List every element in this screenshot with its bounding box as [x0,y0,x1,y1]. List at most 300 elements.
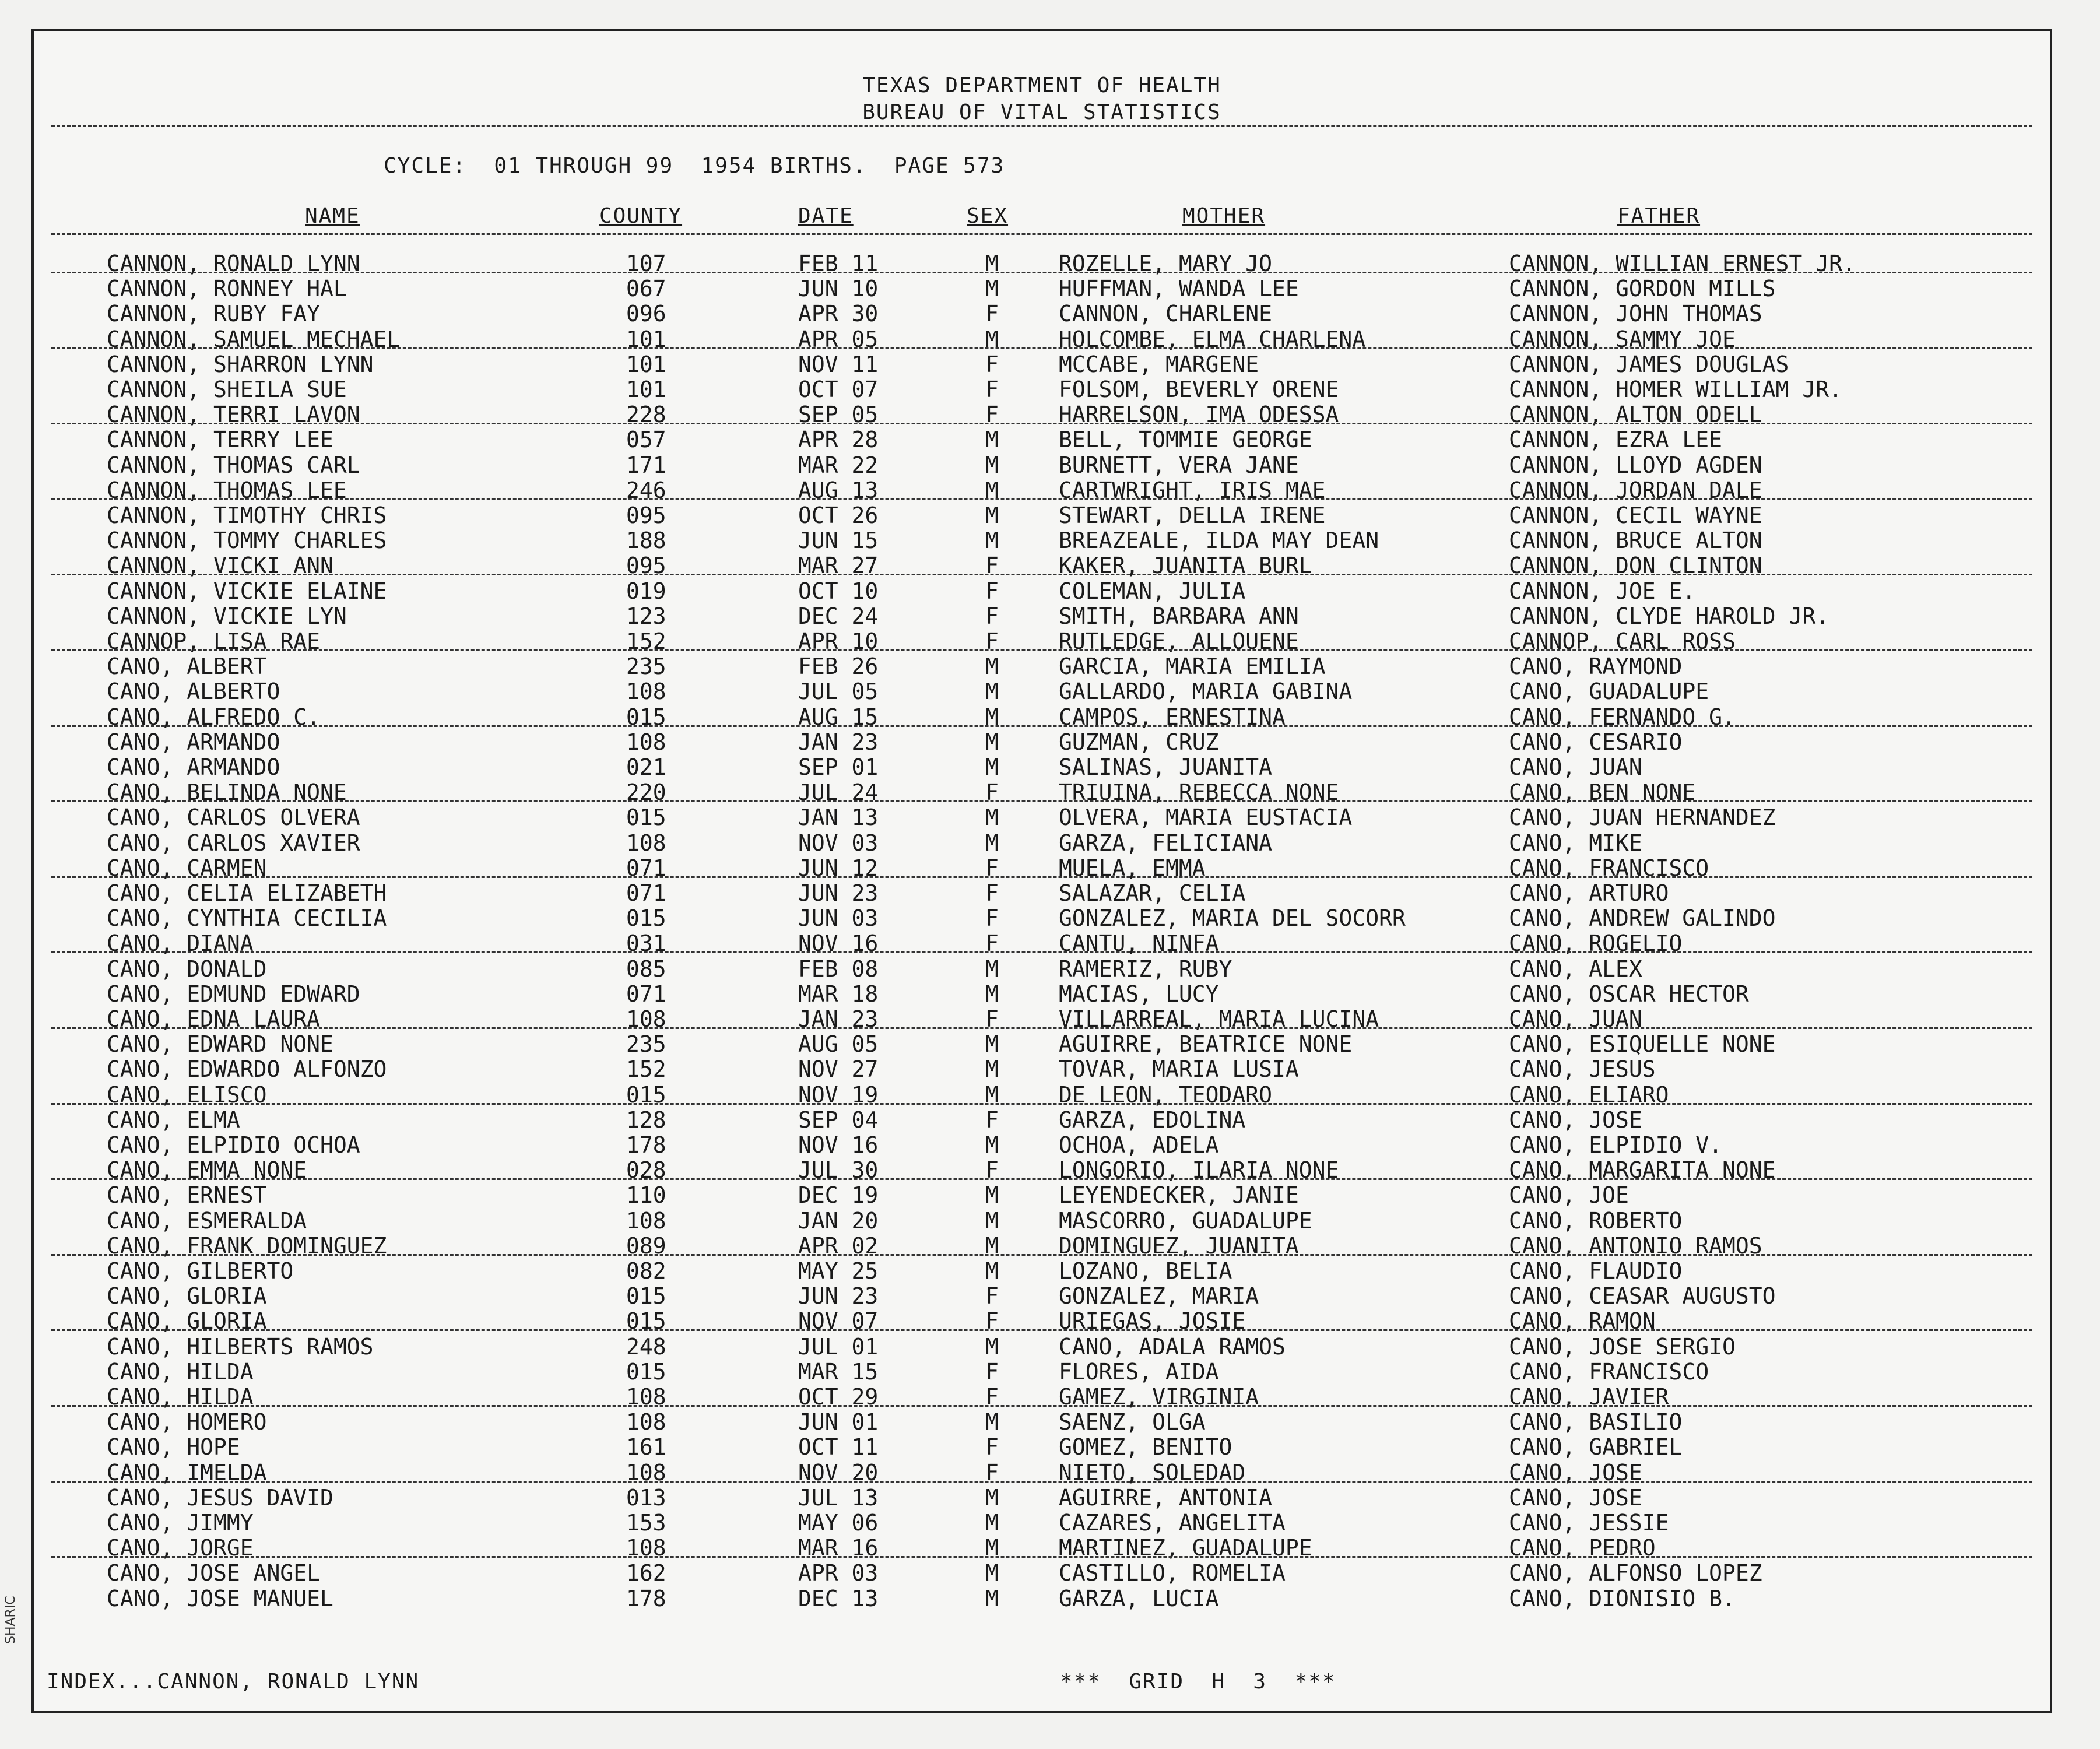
record-name: CANNON, THOMAS CARL [107,452,360,478]
record-sex: M [985,754,999,780]
record-sex: F [985,855,999,881]
record-sex: M [985,1207,999,1234]
record-name: CANO, JOSE ANGEL [107,1560,321,1586]
record-name: CANO, BELINDA NONE [107,779,347,806]
record-mother: SMITH, BARBARA ANN [1059,603,1299,629]
record-name: CANO, FRANK DOMINGUEZ [107,1232,387,1259]
record-name: CANO, IMELDA [107,1459,267,1485]
record-father: CANNON, JORDAN DALE [1509,477,1762,503]
record-name: CANO, ELPIDIO OCHOA [107,1132,360,1158]
record-name: CANO, HILDA [107,1384,254,1410]
record-mother: LEYENDECKER, JANIE [1059,1182,1299,1209]
record-sex: M [985,1560,999,1586]
table-row [34,301,2050,326]
record-date: JUN 12 [798,855,879,881]
record-mother: HOLCOMBE, ELMA CHARLENA [1059,326,1366,352]
record-county: 153 [626,1510,666,1536]
record-date: DEC 13 [798,1585,879,1611]
record-father: CANO, ANDREW GALINDO [1509,905,1776,932]
record-county: 021 [626,754,666,780]
table-row [34,603,2050,628]
record-father: CANO, CESARIO [1509,729,1683,755]
record-date: NOV 27 [798,1056,879,1083]
record-sex: F [985,603,999,629]
record-sex: M [985,1535,999,1561]
record-county: 096 [626,301,666,327]
record-date: NOV 19 [798,1081,879,1108]
record-county: 095 [626,503,666,528]
record-county: 015 [626,1081,666,1108]
table-row [34,528,2050,553]
record-mother: CANNON, CHARLENE [1059,301,1273,327]
record-sex: F [985,1107,999,1133]
record-sex: M [985,276,999,302]
row-divider-line [51,1329,2032,1331]
record-father: CANO, JESUS [1509,1056,1656,1083]
record-name: CANNON, VICKIE ELAINE [107,578,387,604]
record-father: CANO, ESIQUELLE NONE [1509,1031,1776,1058]
record-date: OCT 26 [798,503,879,528]
record-sex: F [985,1384,999,1410]
agency-title: TEXAS DEPARTMENT OF HEALTH [862,73,1221,97]
record-mother: SAENZ, OLGA [1059,1409,1206,1435]
header-divider-line [51,233,2032,235]
record-father: CANNON, JOE E. [1509,578,1696,604]
side-stamp: SHARIC [3,1596,18,1644]
record-mother: MCCABE, MARGENE [1059,351,1259,377]
table-row [34,1182,2050,1207]
record-name: CANNON, SAMUEL MECHAEL [107,326,401,352]
column-header-date: DATE [798,204,854,228]
table-row [34,503,2050,528]
table-row [34,1510,2050,1535]
record-mother: MACIAS, LUCY [1059,981,1219,1007]
record-date: MAR 22 [798,452,879,478]
record-sex: M [985,704,999,730]
record-date: NOV 03 [798,830,879,856]
record-name: CANO, JESUS DAVID [107,1484,333,1511]
record-mother: GALLARDO, MARIA GABINA [1059,679,1353,705]
record-father: CANO, BASILIO [1509,1409,1683,1435]
record-county: 188 [626,528,666,554]
record-date: FEB 08 [798,956,879,982]
row-divider-line [51,1556,2032,1558]
record-father: CANNON, LLOYD AGDEN [1509,452,1762,478]
record-date: DEC 24 [798,603,879,629]
record-date: JUL 24 [798,779,879,806]
record-sex: M [985,805,999,831]
record-date: JAN 20 [798,1207,879,1234]
record-father: CANO, JUAN [1509,1006,1642,1032]
record-mother: LOZANO, BELIA [1059,1258,1232,1284]
table-row [34,754,2050,779]
record-name: CANNON, VICKI ANN [107,553,333,579]
row-divider-line [51,272,2032,273]
record-sex: F [985,1283,999,1309]
row-divider-line [51,574,2032,575]
record-name: CANO, ALFREDO C. [107,704,321,730]
table-row [34,905,2050,930]
record-sex: M [985,1232,999,1259]
record-name: CANNON, TERRY LEE [107,427,333,453]
record-name: CANO, ALBERT [107,654,267,680]
record-date: APR 28 [798,427,879,453]
table-row [34,830,2050,855]
grid-label: *** GRID H 3 *** [1060,1670,1336,1694]
record-father: CANO, FRANCISCO [1509,1358,1709,1385]
table-row [34,1359,2050,1384]
record-father: CANNON, WILLIAN ERNEST JR. [1509,251,1856,276]
table-row [34,1334,2050,1359]
record-county: 101 [626,326,666,352]
record-mother: BURNETT, VERA JANE [1059,452,1299,478]
record-date: AUG 15 [798,704,879,730]
record-date: MAR 27 [798,553,879,579]
record-county: 235 [626,1031,666,1058]
record-mother: AGUIRRE, BEATRICE NONE [1059,1031,1353,1058]
record-date: MAR 16 [798,1535,879,1561]
record-father: CANO, JESSIE [1509,1510,1669,1536]
record-sex: M [985,1409,999,1435]
record-county: 228 [626,402,666,428]
record-date: AUG 13 [798,477,879,503]
record-father: CANO, FRANCISCO [1509,855,1709,881]
record-county: 101 [626,351,666,377]
record-date: JAN 13 [798,805,879,831]
row-divider-line [51,876,2032,878]
record-father: CANO, ARTURO [1509,880,1669,906]
record-mother: AGUIRRE, ANTONIA [1059,1484,1273,1511]
record-father: CANO, JOE [1509,1182,1629,1209]
record-father: CANO, ELPIDIO V. [1509,1132,1723,1158]
row-divider-line [51,1178,2032,1180]
table-row [34,427,2050,452]
document-page [31,29,2052,1713]
record-name: CANO, GLORIA [107,1283,267,1309]
record-county: 128 [626,1107,666,1133]
record-name: CANO, ERNEST [107,1182,267,1209]
record-date: FEB 11 [798,251,879,276]
record-county: 107 [626,251,666,276]
record-county: 101 [626,377,666,402]
record-date: NOV 16 [798,1132,879,1158]
record-mother: CANTU, NINFA [1059,930,1219,957]
table-row [34,805,2050,830]
record-date: SEP 04 [798,1107,879,1133]
record-mother: FOLSOM, BEVERLY ORENE [1059,377,1339,402]
record-father: CANO, CEASAR AUGUSTO [1509,1283,1776,1309]
record-father: CANO, ANTONIO RAMOS [1509,1232,1762,1259]
record-date: JUL 01 [798,1333,879,1360]
record-date: NOV 07 [798,1308,879,1334]
table-row [34,1107,2050,1132]
record-county: 248 [626,1333,666,1360]
record-county: 108 [626,729,666,755]
record-father: CANNON, DON CLINTON [1509,553,1762,579]
record-father: CANO, JOSE [1509,1484,1642,1511]
record-mother: COLEMAN, JULIA [1059,578,1246,604]
record-father: CANO, GUADALUPE [1509,679,1709,705]
record-name: CANO, ARMANDO [107,754,280,780]
record-father: CANO, PEDRO [1509,1535,1656,1561]
table-row [34,956,2050,981]
record-father: CANO, JOSE [1509,1459,1642,1485]
table-row [34,1560,2050,1585]
record-county: 057 [626,427,666,453]
record-name: CANO, JIMMY [107,1510,254,1536]
table-row [34,452,2050,477]
record-mother: CARTWRIGHT, IRIS MAE [1059,477,1326,503]
record-county: 015 [626,1283,666,1309]
record-county: 152 [626,1056,666,1083]
record-county: 152 [626,628,666,654]
record-mother: OLVERA, MARIA EUSTACIA [1059,805,1353,831]
record-sex: M [985,1132,999,1158]
record-father: CANO, BEN NONE [1509,779,1696,806]
record-date: NOV 16 [798,930,879,957]
record-sex: M [985,1258,999,1284]
record-father: CANO, JOSE [1509,1107,1642,1133]
record-name: CANNON, RONNEY HAL [107,276,347,302]
record-sex: M [985,528,999,554]
record-date: AUG 05 [798,1031,879,1058]
record-sex: F [985,1358,999,1385]
record-father: CANO, ROBERTO [1509,1207,1683,1234]
row-divider-line [51,1405,2032,1407]
record-date: OCT 11 [798,1434,879,1460]
index-label: INDEX...CANNON, RONALD LYNN [47,1670,420,1694]
record-mother: SALAZAR, CELIA [1059,880,1246,906]
record-name: CANO, GLORIA [107,1308,267,1334]
record-date: OCT 07 [798,377,879,402]
record-date: MAY 06 [798,1510,879,1536]
record-mother: FLORES, AIDA [1059,1358,1219,1385]
record-date: SEP 05 [798,402,879,428]
record-father: CANO, ALEX [1509,956,1642,982]
record-sex: F [985,402,999,428]
record-date: JUL 13 [798,1484,879,1511]
divider-line [51,125,2032,127]
record-mother: GARCIA, MARIA EMILIA [1059,654,1326,680]
record-county: 178 [626,1585,666,1611]
record-mother: MARTINEZ, GUADALUPE [1059,1535,1312,1561]
record-sex: M [985,1585,999,1611]
record-name: CANO, CELIA ELIZABETH [107,880,387,906]
record-county: 246 [626,477,666,503]
table-row [34,578,2050,603]
record-sex: F [985,1308,999,1334]
row-divider-line [51,1481,2032,1483]
record-county: 108 [626,679,666,705]
column-header-mother: MOTHER [1182,204,1266,228]
table-row [34,1586,2050,1611]
record-county: 108 [626,1006,666,1032]
record-date: JUN 23 [798,880,879,906]
record-county: 015 [626,905,666,932]
record-mother: SALINAS, JUANITA [1059,754,1273,780]
record-date: APR 10 [798,628,879,654]
record-name: CANNON, TERRI LAVON [107,402,360,428]
record-county: 015 [626,805,666,831]
record-date: JUN 03 [798,905,879,932]
record-date: MAR 15 [798,1358,879,1385]
record-county: 110 [626,1182,666,1209]
record-mother: DE LEON, TEODARO [1059,1081,1273,1108]
record-mother: GARZA, LUCIA [1059,1585,1219,1611]
record-name: CANNON, SHEILA SUE [107,377,347,402]
record-name: CANO, EDNA LAURA [107,1006,321,1032]
cycle-info: CYCLE: 01 THROUGH 99 1954 BIRTHS. PAGE 573 [384,154,1005,178]
row-divider-line [51,951,2032,953]
record-father: CANO, ROGELIO [1509,930,1683,957]
record-father: CANO, DIONISIO B. [1509,1585,1736,1611]
record-mother: BELL, TOMMIE GEORGE [1059,427,1312,453]
row-divider-line [51,725,2032,727]
record-name: CANO, HILDA [107,1358,254,1385]
record-county: 082 [626,1258,666,1284]
row-divider-line [51,498,2032,500]
record-sex: F [985,351,999,377]
record-sex: F [985,1157,999,1183]
record-sex: M [985,830,999,856]
record-date: OCT 29 [798,1384,879,1410]
record-date: APR 05 [798,326,879,352]
record-date: APR 03 [798,1560,879,1586]
record-sex: M [985,956,999,982]
record-mother: RUTLEDGE, ALLOUENE [1059,628,1299,654]
record-sex: F [985,930,999,957]
record-sex: M [985,1081,999,1108]
record-sex: M [985,654,999,680]
record-date: NOV 20 [798,1459,879,1485]
record-county: 108 [626,1384,666,1410]
record-name: CANO, ALBERTO [107,679,280,705]
record-date: JUN 15 [798,528,879,554]
record-county: 089 [626,1232,666,1259]
row-divider-line [51,1103,2032,1105]
record-sex: M [985,477,999,503]
record-sex: M [985,1056,999,1083]
table-row [34,1132,2050,1157]
record-name: CANNOP, LISA RAE [107,628,321,654]
column-header-county: COUNTY [599,204,683,228]
record-mother: TOVAR, MARIA LUSIA [1059,1056,1299,1083]
table-row [34,1031,2050,1056]
table-row [34,1208,2050,1233]
table-row [34,1283,2050,1308]
record-mother: GARZA, EDOLINA [1059,1107,1246,1133]
record-sex: F [985,880,999,906]
record-county: 108 [626,1409,666,1435]
record-sex: M [985,1510,999,1536]
record-date: MAY 25 [798,1258,879,1284]
record-county: 178 [626,1132,666,1158]
record-father: CANO, RAYMOND [1509,654,1683,680]
record-sex: F [985,301,999,327]
record-father: CANNON, GORDON MILLS [1509,276,1776,302]
record-name: CANO, EDWARD NONE [107,1031,333,1058]
table-row [34,1409,2050,1434]
record-name: CANO, DIANA [107,930,254,957]
column-header-sex: SEX [967,204,1009,228]
record-sex: F [985,628,999,654]
record-mother: NIETO, SOLEDAD [1059,1459,1246,1485]
record-name: CANNON, THOMAS LEE [107,477,347,503]
record-date: MAR 18 [798,981,879,1007]
record-father: CANO, ALFONSO LOPEZ [1509,1560,1762,1586]
record-name: CANO, EDMUND EDWARD [107,981,360,1007]
record-name: CANNON, TIMOTHY CHRIS [107,503,387,528]
record-mother: GAMEZ, VIRGINIA [1059,1384,1259,1410]
record-county: 108 [626,830,666,856]
record-father: CANO, RAMON [1509,1308,1656,1334]
record-sex: M [985,452,999,478]
record-county: 019 [626,578,666,604]
record-mother: GONZALEZ, MARIA DEL SOCORR [1059,905,1406,932]
table-row [34,729,2050,754]
record-sex: M [985,427,999,453]
record-father: CANO, FERNANDO G. [1509,704,1736,730]
table-row [34,880,2050,905]
record-mother: STEWART, DELLA IRENE [1059,503,1326,528]
record-name: CANNON, VICKIE LYN [107,603,347,629]
record-name: CANO, HILBERTS RAMOS [107,1333,374,1360]
record-name: CANO, HOPE [107,1434,240,1460]
record-sex: M [985,679,999,705]
record-mother: GARZA, FELICIANA [1059,830,1273,856]
record-mother: CANO, ADALA RAMOS [1059,1333,1286,1360]
record-county: 108 [626,1535,666,1561]
record-mother: KAKER, JUANITA BURL [1059,553,1312,579]
record-father: CANO, ELIARO [1509,1081,1669,1108]
table-row [34,679,2050,704]
record-sex: M [985,1182,999,1209]
record-date: JUN 10 [798,276,879,302]
record-date: JUL 30 [798,1157,879,1183]
row-divider-line [51,423,2032,424]
record-mother: OCHOA, ADELA [1059,1132,1219,1158]
record-name: CANO, EMMA NONE [107,1157,307,1183]
record-name: CANO, ARMANDO [107,729,280,755]
row-divider-line [51,347,2032,349]
record-name: CANO, JOSE MANUEL [107,1585,333,1611]
row-divider-line [51,800,2032,802]
record-county: 031 [626,930,666,957]
record-name: CANO, HOMERO [107,1409,267,1435]
record-sex: M [985,326,999,352]
record-father: CANO, JAVIER [1509,1384,1669,1410]
record-name: CANO, ELMA [107,1107,240,1133]
row-divider-line [51,1027,2032,1029]
record-father: CANO, JUAN [1509,754,1642,780]
record-county: 071 [626,880,666,906]
record-county: 171 [626,452,666,478]
record-name: CANNON, TOMMY CHARLES [107,528,387,554]
record-date: NOV 11 [798,351,879,377]
record-county: 235 [626,654,666,680]
record-sex: M [985,729,999,755]
record-sex: F [985,1459,999,1485]
record-sex: F [985,1434,999,1460]
record-county: 220 [626,779,666,806]
record-mother: CAMPOS, ERNESTINA [1059,704,1286,730]
record-father: CANO, JUAN HERNANDEZ [1509,805,1776,831]
record-county: 013 [626,1484,666,1511]
table-row [34,981,2050,1006]
record-mother: ROZELLE, MARY JO [1059,251,1273,276]
record-date: OCT 10 [798,578,879,604]
record-name: CANO, CYNTHIA CECILIA [107,905,387,932]
